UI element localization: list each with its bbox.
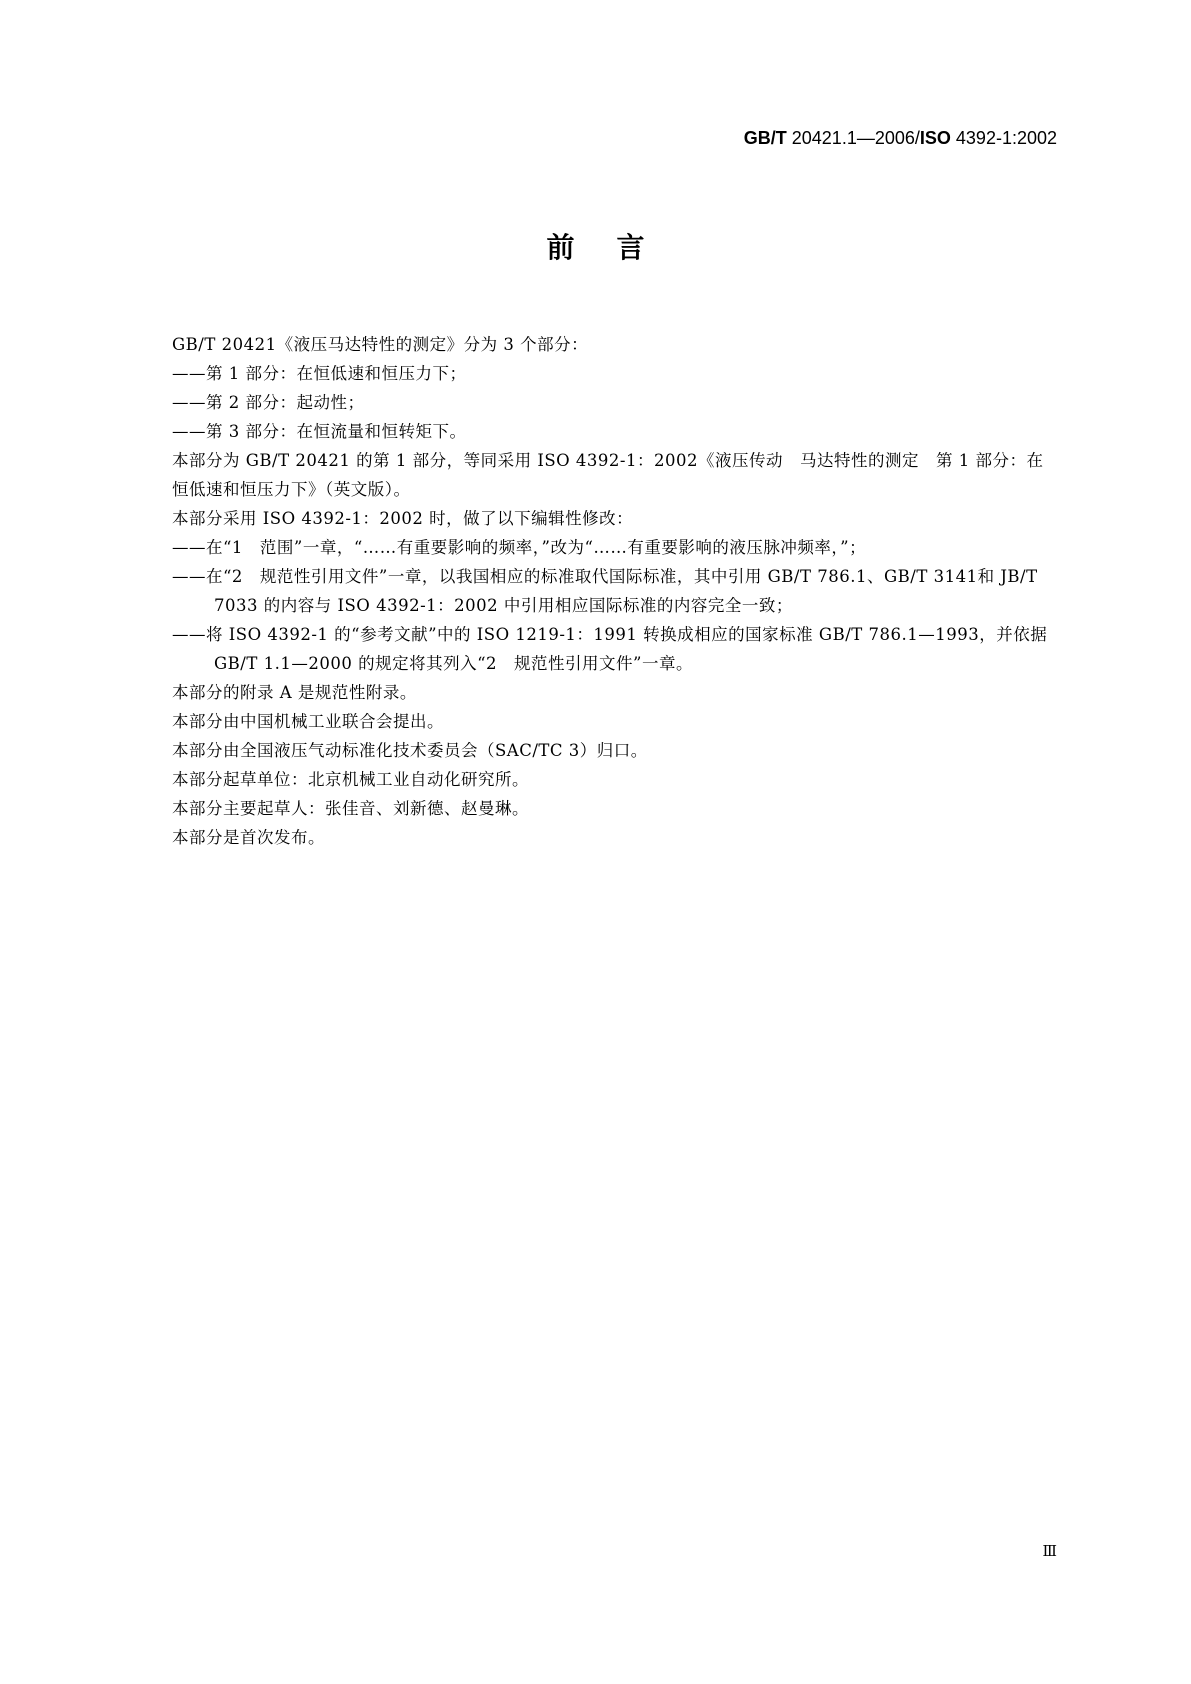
paragraph-proposed-by: 本部分由中国机械工业联合会提出。	[172, 712, 444, 731]
list-item-modification-2: ——在“2 规范性引用文件”一章，以我国相应的标准取代国际标准，其中引用 GB/T 786.1、GB/T 3141和 JB/T 7033 的内容与 ISO 4392-1：2002 中引用相应国际标准的内容完全一致；	[172, 567, 1038, 615]
list-item-modification-3: ——将 ISO 4392-1 的“参考文献”中的 ISO 1219-1：1991 转换成相应的国家标准 GB/T 786.1—1993，并依据 GB/T 1.1—2000 的规定将其列入“2 规范性引用文件”一章。	[172, 625, 1048, 673]
paragraph-annex: 本部分的附录 A 是规范性附录。	[172, 683, 417, 702]
std-code-number: 20421.1—2006/	[786, 128, 920, 148]
standard-code-header	[744, 127, 1057, 150]
std-code-gbt: GB/T	[743, 128, 787, 148]
page-title: 前言	[546, 231, 687, 264]
foreword-body	[134, 330, 1058, 852]
paragraph-technical-committee: 本部分由全国液压气动标准化技术委员会（SAC/TC 3）归口。	[172, 741, 648, 760]
paragraph-modifications-intro: 本部分采用 ISO 4392-1：2002 时，做了以下编辑性修改：	[172, 509, 634, 528]
list-item-part-1: ——第 1 部分：在恒低速和恒压力下；	[172, 364, 467, 383]
list-item-modification-1: ——在“1 范围”一章，“……有重要影响的频率，”改为“……有重要影响的液压脉冲频率，”；	[172, 538, 867, 557]
list-item-part-2: ——第 2 部分：起动性；	[172, 393, 365, 412]
page-number: Ⅲ	[1042, 1544, 1057, 1560]
paragraph-parts-intro: GB/T 20421《液压马达特性的测定》分为 3 个部分：	[172, 335, 589, 354]
list-item-part-3: ——第 3 部分：在恒流量和恒转矩下。	[172, 422, 467, 441]
paragraph-drafters: 本部分主要起草人：张佳音、刘新德、赵曼琳。	[172, 799, 529, 818]
paragraph-adoption: 本部分为 GB/T 20421 的第 1 部分，等同采用 ISO 4392-1：2002《液压传动 马达特性的测定 第 1 部分：在恒低速和恒压力下》（英文版）。	[172, 451, 1044, 499]
paragraph-drafting-unit: 本部分起草单位：北京机械工业自动化研究所。	[172, 770, 529, 789]
paragraph-first-release: 本部分是首次发布。	[172, 828, 325, 847]
std-code-iso: ISO	[919, 128, 951, 148]
std-code-iso-number: 4392-1:2002	[950, 128, 1057, 148]
